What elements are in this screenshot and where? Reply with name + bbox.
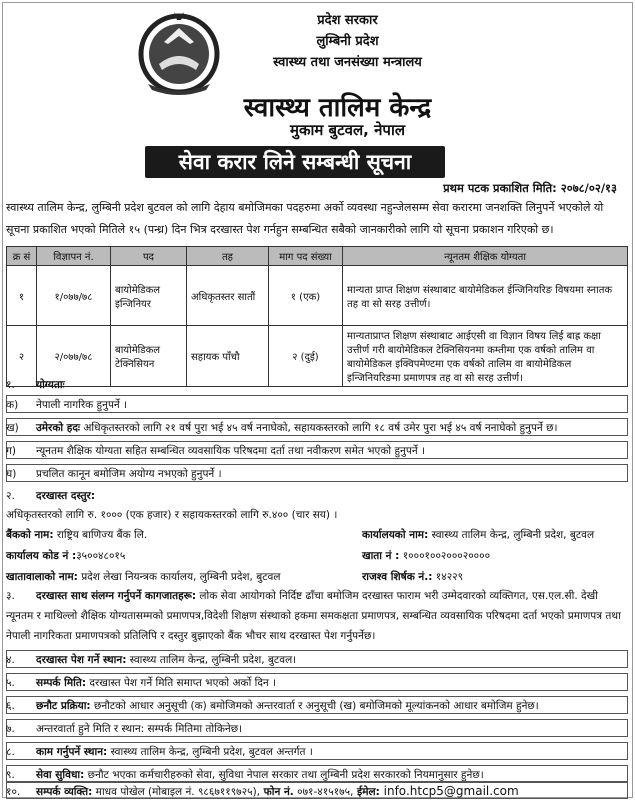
header-gov: प्रदेश सरकार	[317, 13, 378, 28]
section-9-text: ९. सेवा सुविधा: छनौट भएका कर्मचारीहरुको सेवा, सुविधा नेपाल सरकार तथा लुम्बिनी प्रदेश सरकारको नियमानुसार हुनेछ।	[6, 769, 484, 781]
col-header-qualification: न्यूनतम शैक्षिक योग्यता	[343, 247, 628, 266]
table-row	[7, 326, 628, 387]
cell-qualification: मान्यताप्राप्त शिक्षण संस्थाबाट आईएसी वा विज्ञान विषय लिई बाह्र कक्षा उत्तीर्ण गरी बायोमेडिकल टेक्निसियनमा कम्तीमा एक वर्षको तालिम वा बायोमेडिकल इक्विपमेण्टमा एक वर्षको तालिम वा बायोमेडिकल इन्जिनियरिङमा प्रमाणपत्र तह वा सो सरह उत्तीर्ण।	[343, 326, 628, 387]
section-2-title: दरखास्त दस्तुर:	[36, 490, 96, 502]
section-6-text: ६. छनौट प्रक्रिया: छनौटको आधार अनुसूची (क) बमोजिमको अन्तरवार्ता र अनुसूची (ख) बमोजिमको मूल्यांकनको आधार बमोजिम हुनेछ।	[6, 700, 539, 712]
col-header-post: पद	[111, 247, 187, 266]
cell-level: सहायक पाँचौ	[187, 326, 269, 387]
account-number: खाता नं : १०००१००२०००२००००	[362, 550, 491, 562]
notice-title-banner: सेवा करार लिने सम्बन्धी सूचना	[145, 146, 445, 178]
section-1-item-c-text: ग) न्यूनतम शैक्षिक योग्यता सहित सम्बन्धित व्यवसायिक परिषदमा दर्ता तथा नवीकरण समेत भएको हुनुपर्ने ।	[6, 445, 425, 457]
col-header-count: माग पद संख्या	[269, 247, 343, 266]
section-5-text: ५. सम्पर्क मिति: दरखास्त पेश गर्ने मिति समाप्त भएको अर्को दिन ।	[6, 677, 277, 689]
cell-ad-no: २/०७७/७८	[37, 326, 111, 387]
office-code: कार्यालय कोड नं :३५००४८०१५	[6, 550, 126, 562]
header-location: मुकाम बुटवल, नेपाल	[289, 121, 406, 139]
contact-phone: ०७१-४१५१७५,	[293, 786, 354, 798]
section-2-heading: २. दरखास्त दस्तुर:	[6, 490, 96, 502]
cell-sn: १	[7, 266, 37, 326]
contact-email[interactable]: info.htcp5@gmail.com	[379, 784, 519, 798]
publish-date: प्रथम पटक प्रकाशित मिति: २०७८/०२/१३	[443, 181, 617, 195]
section-8-text: ८. काम गर्नुपर्ने स्थान: स्वास्थ्य तालिम केन्द्र, लुम्बिनी प्रदेश, बुटवल अन्तर्गत ।	[6, 746, 313, 758]
cell-count: १ (एक)	[269, 266, 343, 326]
cell-ad-no: १/०७७/७८	[37, 266, 111, 326]
cell-post: बायोमेडिकल टेक्निसियन	[111, 326, 187, 387]
cell-count: २ (दुई)	[269, 326, 343, 387]
header-office: स्वास्थ्य तालिम केन्द्र	[243, 93, 432, 123]
section-4-text: ४. दरखास्त पेश गर्ने स्थान: स्वास्थ्य तालिम केन्द्र, लुम्बिनी प्रदेश, बुटवल।	[6, 654, 297, 666]
section-3-paragraph: ३. दरखास्त साथ संलग्न गर्नुपर्ने कागजातहरू: लोक सेवा आयोगको निर्दिष्ट ढाँचा बमोजिम दरखास्त फाराम भरी उम्मेदवारको व्यक्तिगत, एस.एल.सी. देखी न्यूनतम र माथिल्लो शैक्षिक योग्यतासम्मको प्रमाणपत्र,विदेशी शिक्षण संस्थाको हकमा समकक्षता प्रमाणपत्र, सम्बन्धित व्यवसायिक परिषदमा दर्ता भएको प्रमाणपत्र तथा नेपाली नागरिकता प्रमाणपत्रको प्रतिलिपि र दस्तुर बुझाएको बैंक भौचर साथ दरखास्त पेश गर्नुपर्नेछ।	[6, 590, 621, 642]
section-1-item-d-text: घ) प्रचलित कानून बमोजिम अयोग्य नभएको हुनुपर्ने ।	[6, 468, 222, 480]
bank-name: बैंकको नाम: राष्ट्रिय बाणिज्य बैंक लि.	[6, 529, 148, 541]
col-header-sn: क्र सं	[7, 247, 37, 266]
section-7-text: ७. अन्तरवार्ता हुने मिति र स्थान: सम्पर्क मितिमा तोकिनेछ।	[6, 723, 243, 735]
section-10-text: १०. सम्पर्क व्यक्ति: माधव पोखेल (मोबाइल नं. ९८६७११९७२५), फोन नं. ०७१-४१५१७५, ईमेल: info.htcp5@gmail.com	[6, 784, 519, 798]
vacancy-table	[6, 246, 628, 387]
table-row	[7, 266, 628, 326]
intro-paragraph: स्वास्थ्य तालिम केन्द्र, लुम्बिनी प्रदेश बुटवल को लागि देहाय बमोजिमका पदहरुमा अर्को व्यवस्था नहुन्जेलसम्म सेवा करारमा जनशक्ति लिनुपर्ने भएकोले यो सूचना प्रकाशित भएको मितिले १५ (पन्ध्र) दिन भित्र दरखास्त पेश गर्नहुन सम्बन्धित सबैको जानकारीको लागि यो सूचना प्रकाशन गरिएको छ।	[6, 201, 604, 236]
header-province: लुम्बिनी प्रदेश	[316, 34, 379, 49]
section-1-heading: १. योग्यताः	[6, 379, 65, 391]
contact-person: माधव पोखेल (मोबाइल नं. ९८६७११९७२५),	[92, 786, 261, 798]
table-header-row	[7, 247, 628, 266]
revenue-head: राजश्व शिर्षक नं.: १४२२९	[362, 571, 464, 583]
cell-sn: २	[7, 326, 37, 387]
fee-text: अधिकृतस्तरको लागि रु. १००० (एक हजार) र सहायकस्तरको लागि रु.४०० (चार सय) ।	[6, 509, 338, 521]
cell-level: अधिकृतस्तर सातौं	[187, 266, 269, 326]
account-holder: खातावालाको नाम: प्रदेश लेखा नियन्त्रक कार्यालय, लुम्बिनी प्रदेश, बुटवल	[6, 571, 281, 583]
section-1-item-a-text: क) नेपाली नागरिक हुनुपर्ने ।	[6, 399, 128, 411]
section-1-title: योग्यताः	[36, 379, 65, 391]
cell-post: बायोमेडिकल इन्जिनियर	[111, 266, 187, 326]
office-name: कार्यालयको नाम: स्वास्थ्य तालिम केन्द्र, लुम्बिनी प्रदेश, बुटवल	[362, 529, 595, 541]
col-header-ad-no: विज्ञापन नं.	[37, 247, 111, 266]
cell-qualification: मान्यता प्राप्त शिक्षण संस्थाबाट बायोमेडिकल ईन्जिनियरिङ विषयमा स्नातक तह वा सो सरह उत्तीर्ण।	[343, 266, 628, 326]
section-1-item-b-text: ख) उमेरको हदः अधिकृतस्तरको लागि २१ वर्ष पुरा भई ४५ वर्ष ननाघेको, सहायकस्तरको लागि १८ वर्ष उमेर पुरा भई ४५ वर्ष ननाघेको हुनुपर्ने छ।	[6, 422, 558, 434]
col-header-level: तह	[187, 247, 269, 266]
header-ministry: स्वास्थ्य तथा जनसंख्या मन्त्रालय	[273, 55, 422, 70]
